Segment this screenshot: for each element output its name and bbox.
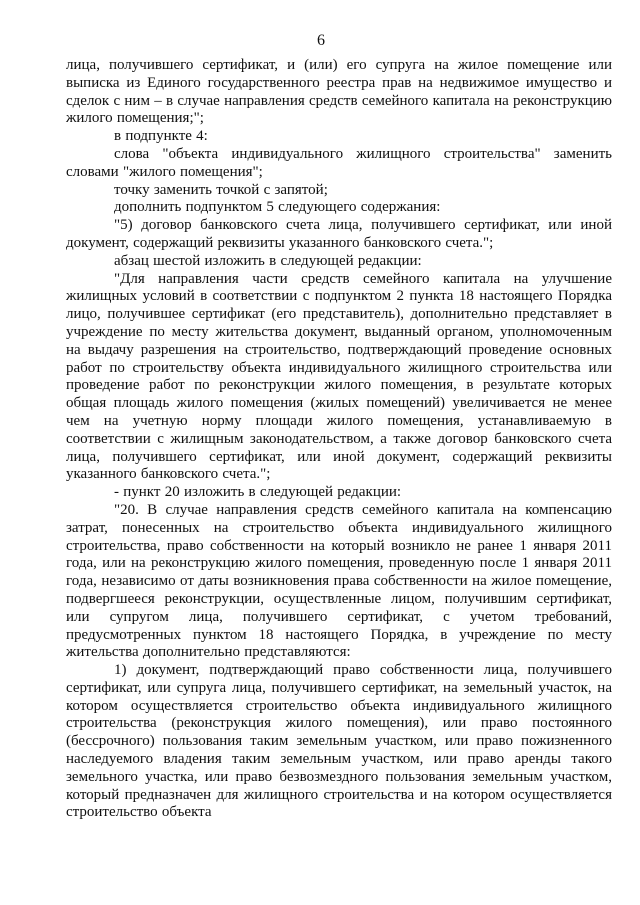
paragraph: в подпункте 4:	[114, 128, 208, 145]
page-number: 6	[317, 32, 325, 49]
paragraph: дополнить подпунктом 5 следующего содержания:	[114, 199, 441, 216]
paragraph: "20. В случае направления средств семейного капитала на компенсацию затрат, понесенных на строительство объекта индивидуального жилищного строительства, право собственности на который возникло не ранее 1 января 2011 года, или на реконструкцию жилого помещения, проведенную после 1 января 2011 года, независимо от даты возникновения права собственности на жилое помещение, подвергшееся реконструкции, осуществленные лицом, получившим сертификат, или супругом лица, получившего сертификат, с учетом требований, предусмотренных пунктом 18 настоящего Порядка, в учреждение по месту жительства дополнительно представляются:	[66, 501, 612, 661]
paragraph: "Для направления части средств семейного капитала на улучшение жилищных условий в соответствии с подпунктом 2 пункта 18 настоящего Порядка лицо, получившее сертификат (его представитель), дополнительно представляет в учреждение по месту жительства документ, выданный органом, уполномоченным на выдачу разрешения на строительство, подтверждающий проведение основных работ по строительству объекта индивидуального жилищного строительства или проведение работ по реконструкции жилого помещения, в результате которых общая площадь жилого помещения (жилых помещений) увеличивается не менее чем на учетную норму площади жилого помещения, устанавливаемую в соответствии с жилищным законодательством, а также договор банковского счета лица, получившего сертификат, или иной документ, содержащий реквизиты указанного банковского счета.";	[66, 270, 612, 483]
paragraph: точку заменить точкой с запятой;	[114, 181, 328, 198]
paragraph: "5) договор банковского счета лица, получившего сертификат, или иной документ, содержащий реквизиты указанного банковского счета.";	[66, 217, 612, 251]
document-body	[66, 57, 612, 822]
paragraph: 1) документ, подтверждающий право собственности лица, получившего сертификат, или супруга лица, получившего сертификат, на земельный участок, на котором осуществляется строительство объекта индивидуального жилищного строительства (реконструкция жилого помещения), или право постоянного (бессрочного) пользования таким земельным участком, или право пожизненного наследуемого владения таким земельным участком, или право аренды такого земельного участка, или право безвозмездного пользования земельным участком, который предназначен для жилищного строительства и на котором осуществляется строительство объекта	[66, 662, 612, 821]
paragraph: абзац шестой изложить в следующей редакции:	[114, 252, 422, 269]
paragraph-continuation: лица, получившего сертификат, и (или) его супруга на жилое помещение или выписка из Единого государственного реестра прав на недвижимое имущество и сделок с ним – в случае направления средств семейного капитала на реконструкцию жилого помещения;";	[66, 57, 612, 127]
paragraph: - пункт 20 изложить в следующей редакции:	[114, 484, 402, 501]
paragraph: слова "объекта индивидуального жилищного строительства" заменить словами "жилого помещения";	[66, 145, 612, 180]
